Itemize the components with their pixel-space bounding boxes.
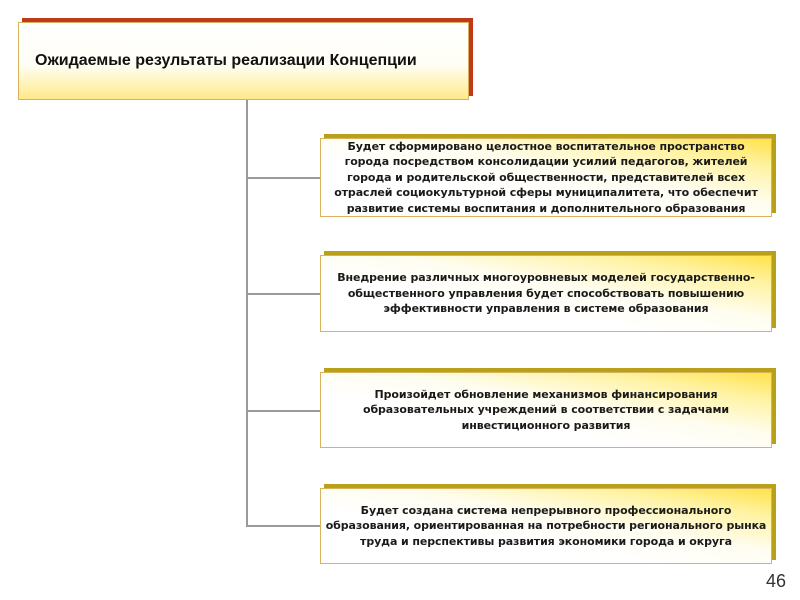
result-text-2: Внедрение различных многоуровневых моделей государственно-общественного управления будет способствовать повышению эффективности управления в системе образования	[337, 271, 755, 316]
trunk-line	[246, 100, 248, 527]
branch-line-3	[246, 410, 321, 412]
result-box-1	[320, 138, 772, 217]
result-box-2	[320, 255, 772, 332]
result-text-1: Будет сформировано целостное воспитательное пространство города посредством консолидации усилий педагогов, жителей города и родительской общественности, представителей всех отраслей социокультурной сферы муниципалитета, что обеспечит развитие системы воспитания и дополнительного образования	[334, 139, 758, 215]
result-text-3: Произойдет обновление механизмов финансирования образовательных учреждений в соответствии с задачами инвестиционного развития	[362, 387, 730, 432]
page-number: 46	[765, 571, 786, 591]
result-text-4: Будет создана система непрерывного профессионального образования, ориентированная на потребности регионального рынка труда и перспективы развития экономики города и округа	[325, 503, 767, 548]
title-box	[18, 22, 469, 100]
branch-line-4	[246, 525, 321, 527]
result-box-4	[320, 488, 772, 564]
diagram-title: Ожидаемые результаты реализации Концепции	[35, 52, 417, 69]
branch-line-1	[246, 177, 321, 179]
result-box-3	[320, 372, 772, 448]
branch-line-2	[246, 293, 321, 295]
